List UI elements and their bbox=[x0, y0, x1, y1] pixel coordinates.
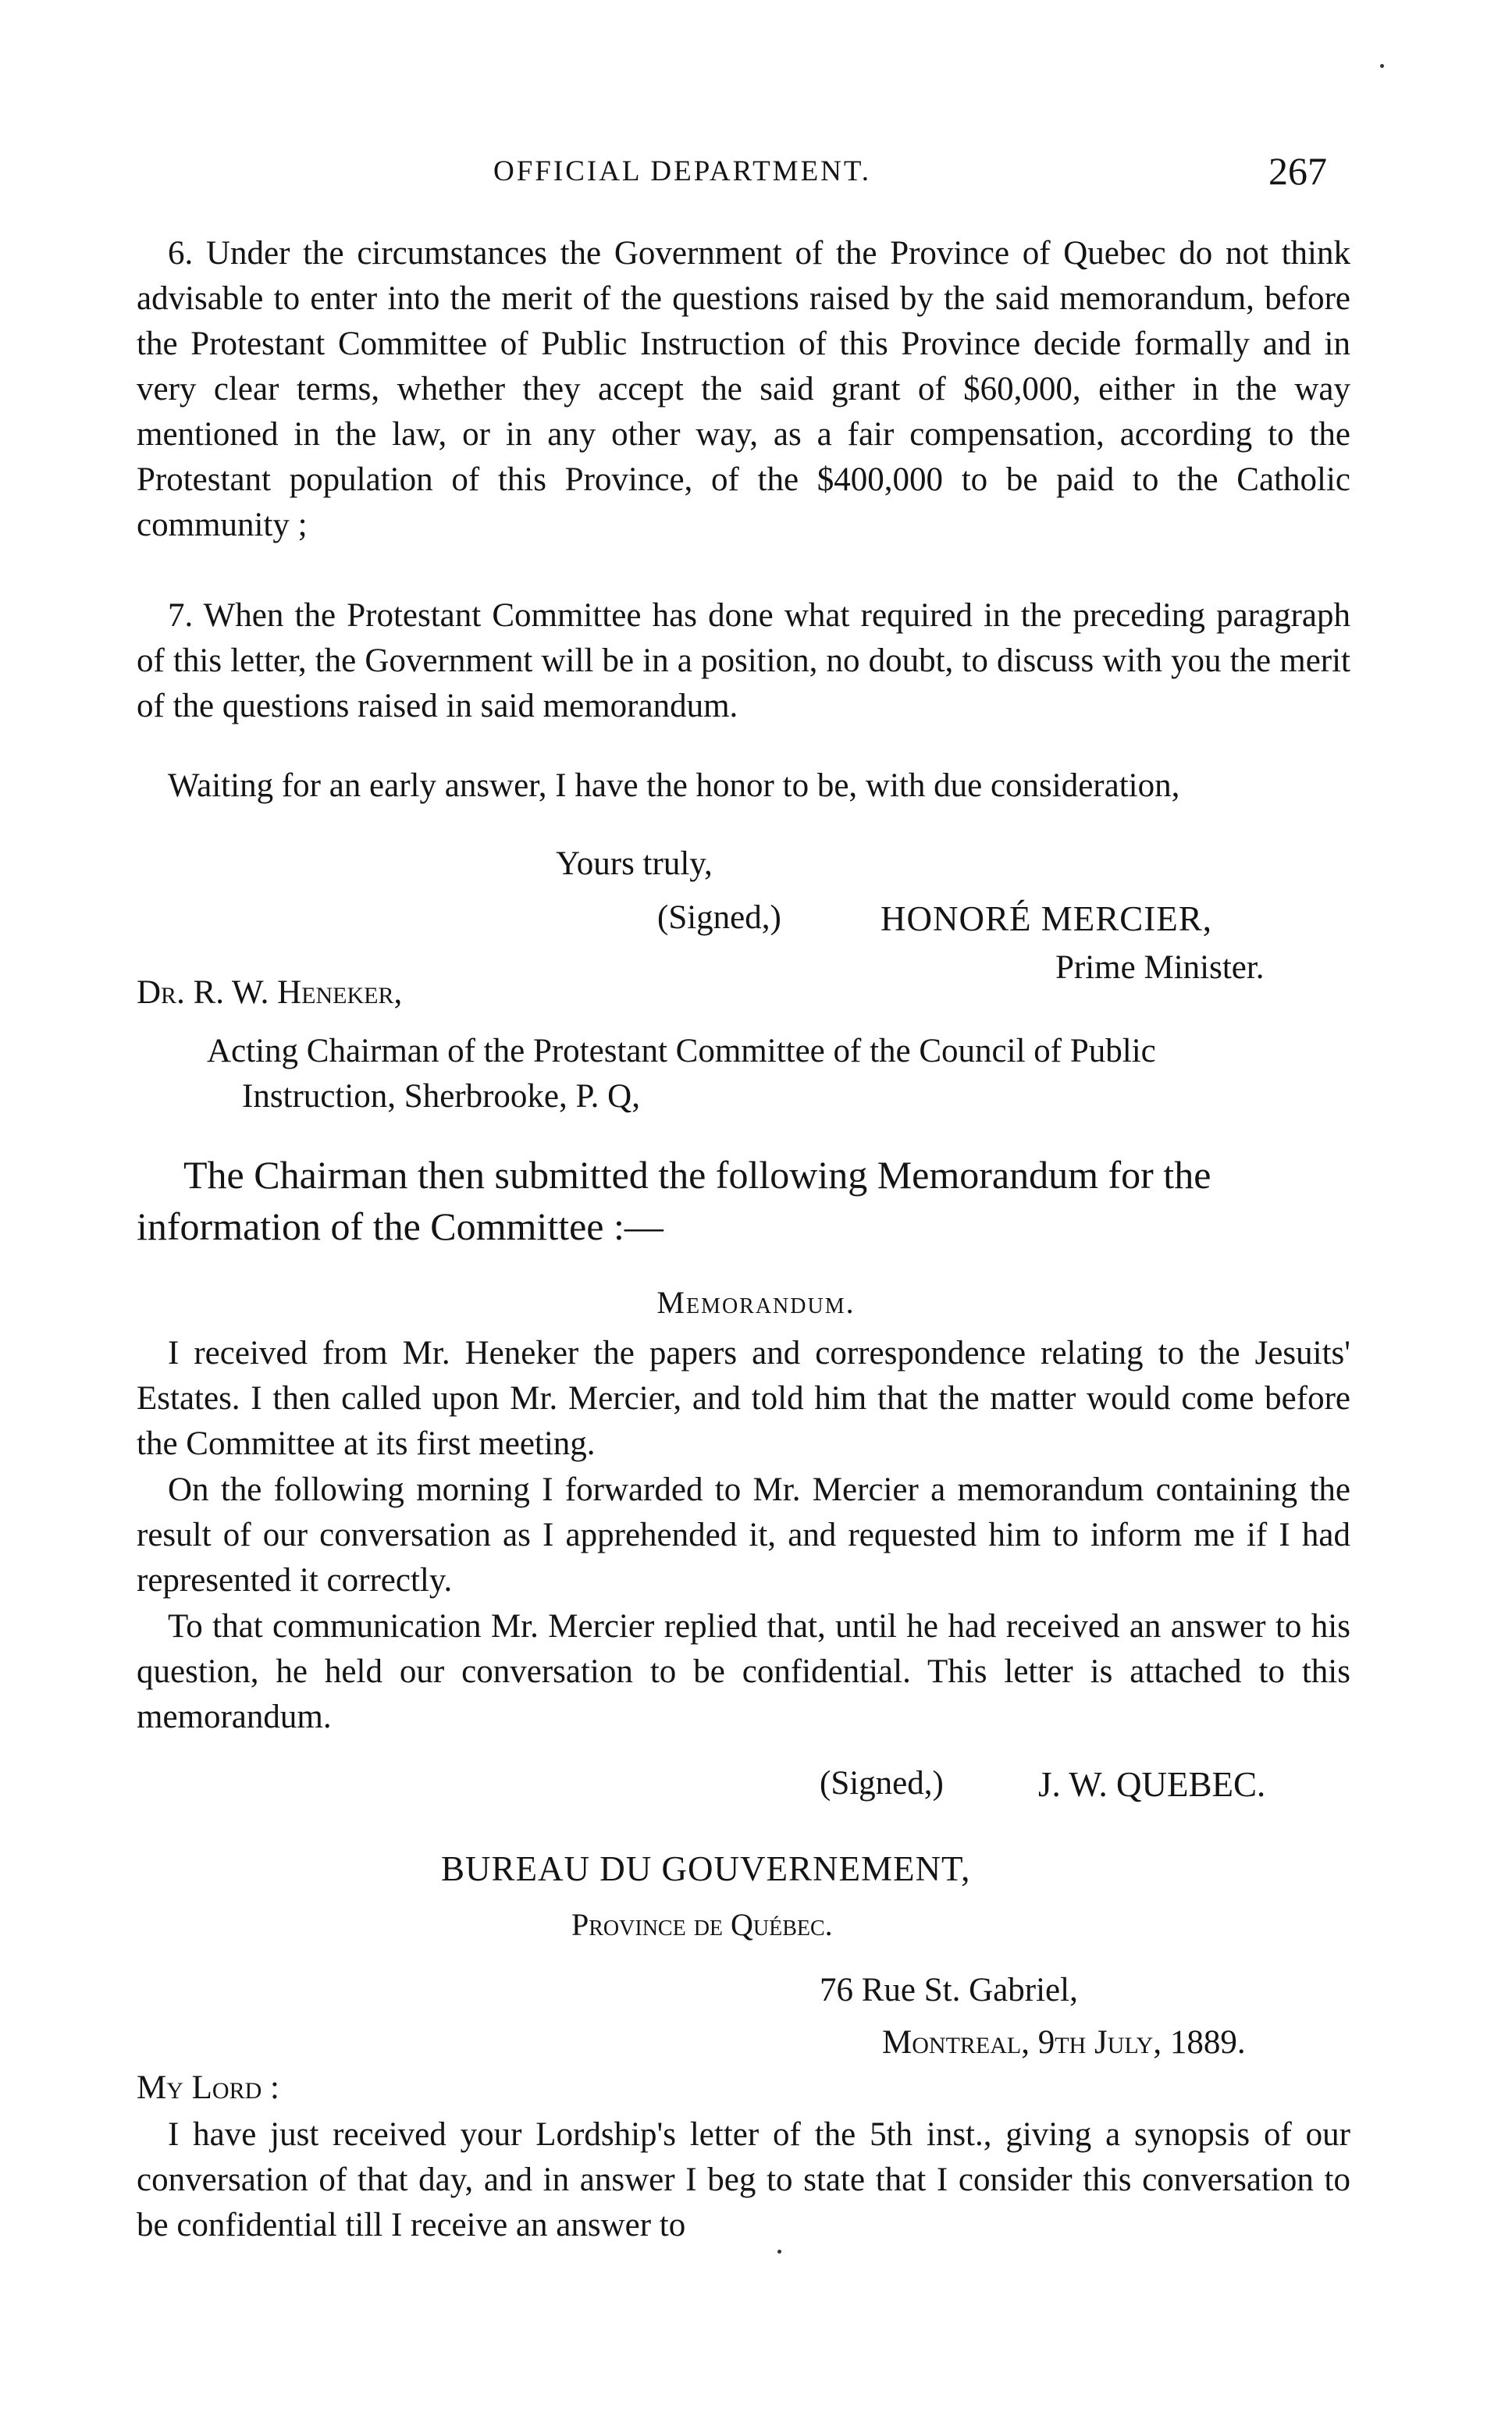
chairman-intro: The Chairman then submitted the following Memorandum for the information of the Committee :— bbox=[137, 1153, 1211, 1248]
running-header: OFFICIAL DEPARTMENT. bbox=[493, 155, 872, 187]
letter-salutation: My Lord : bbox=[137, 2069, 279, 2106]
letter-date: Montreal, 9th July, 1889. bbox=[882, 2024, 1246, 2061]
paragraph-7: 7. When the Protestant Committee has done what required in the preceding paragraph of this letter, the Government will be in a position, no doubt, to discuss with you the merit of the questions raised in said memorandum. bbox=[137, 597, 1350, 724]
closing-signed: (Signed,) bbox=[657, 899, 781, 936]
paragraph-6: 6. Under the circumstances the Government of the Province of Quebec do not think advisable to enter into the merit of the questions raised by the said memorandum, before the Protestant Committee of Public Instruction of this Province decide formally and in very clear terms, whether they accept the said grant of $60,000, either in the way mentioned in the law, or in any other way, as a fair compensation, according to the Protestant population of this Province, of the $400,000 to be paid to the Catholic community ; bbox=[137, 235, 1350, 543]
signer-name: HONORÉ MERCIER, bbox=[881, 899, 1213, 938]
letter-address: 76 Rue St. Gabriel, bbox=[820, 1972, 1078, 2008]
memorandum-paragraph-2: On the following morning I forwarded to Mr. Mercier a memorandum containing the result of our conversation as I apprehended it, and requested him to inform me if I had represented it correctly. bbox=[137, 1471, 1350, 1599]
signer-title: Prime Minister. bbox=[1055, 949, 1265, 986]
closing-yours-truly: Yours truly, bbox=[556, 845, 713, 882]
memorandum-signer: J. W. QUEBEC. bbox=[1038, 1765, 1266, 1804]
addressee-line-1: Acting Chairman of the Protestant Committee of the Council of Public bbox=[207, 1033, 1156, 1069]
memorandum-signed: (Signed,) bbox=[820, 1765, 944, 1802]
addressee-name: Dr. R. W. Heneker, bbox=[137, 974, 403, 1011]
bureau-heading: BUREAU DU GOUVERNEMENT, bbox=[441, 1849, 971, 1888]
addressee-line-2: Instruction, Sherbrooke, P. Q, bbox=[242, 1078, 640, 1115]
paragraph-waiting: Waiting for an early answer, I have the honor to be, with due consideration, bbox=[168, 767, 1180, 804]
memorandum-paragraph-3: To that communication Mr. Mercier replied that, until he had received an answer to his question, he held our conversation to be confidential. This letter is attached to this memorandum. bbox=[137, 1608, 1350, 1735]
province-heading: Province de Québec. bbox=[571, 1907, 833, 1942]
page-number: 267 bbox=[1268, 149, 1327, 193]
scan-speck bbox=[777, 2250, 781, 2254]
scan-speck bbox=[1380, 64, 1384, 68]
letter-body: I have just received your Lordship's letter of the 5th inst., giving a synopsis of our conversation of that day, and in answer I beg to state that I consider this conversation to be confidential till I receive an answer to bbox=[137, 2116, 1350, 2243]
memorandum-heading: Memorandum. bbox=[656, 1285, 856, 1320]
memorandum-paragraph-1: I received from Mr. Heneker the papers and correspondence relating to the Jesuits' Estates. I then called upon Mr. Mercier, and told him that the matter would come before the Committee at its first meeting. bbox=[137, 1335, 1350, 1462]
